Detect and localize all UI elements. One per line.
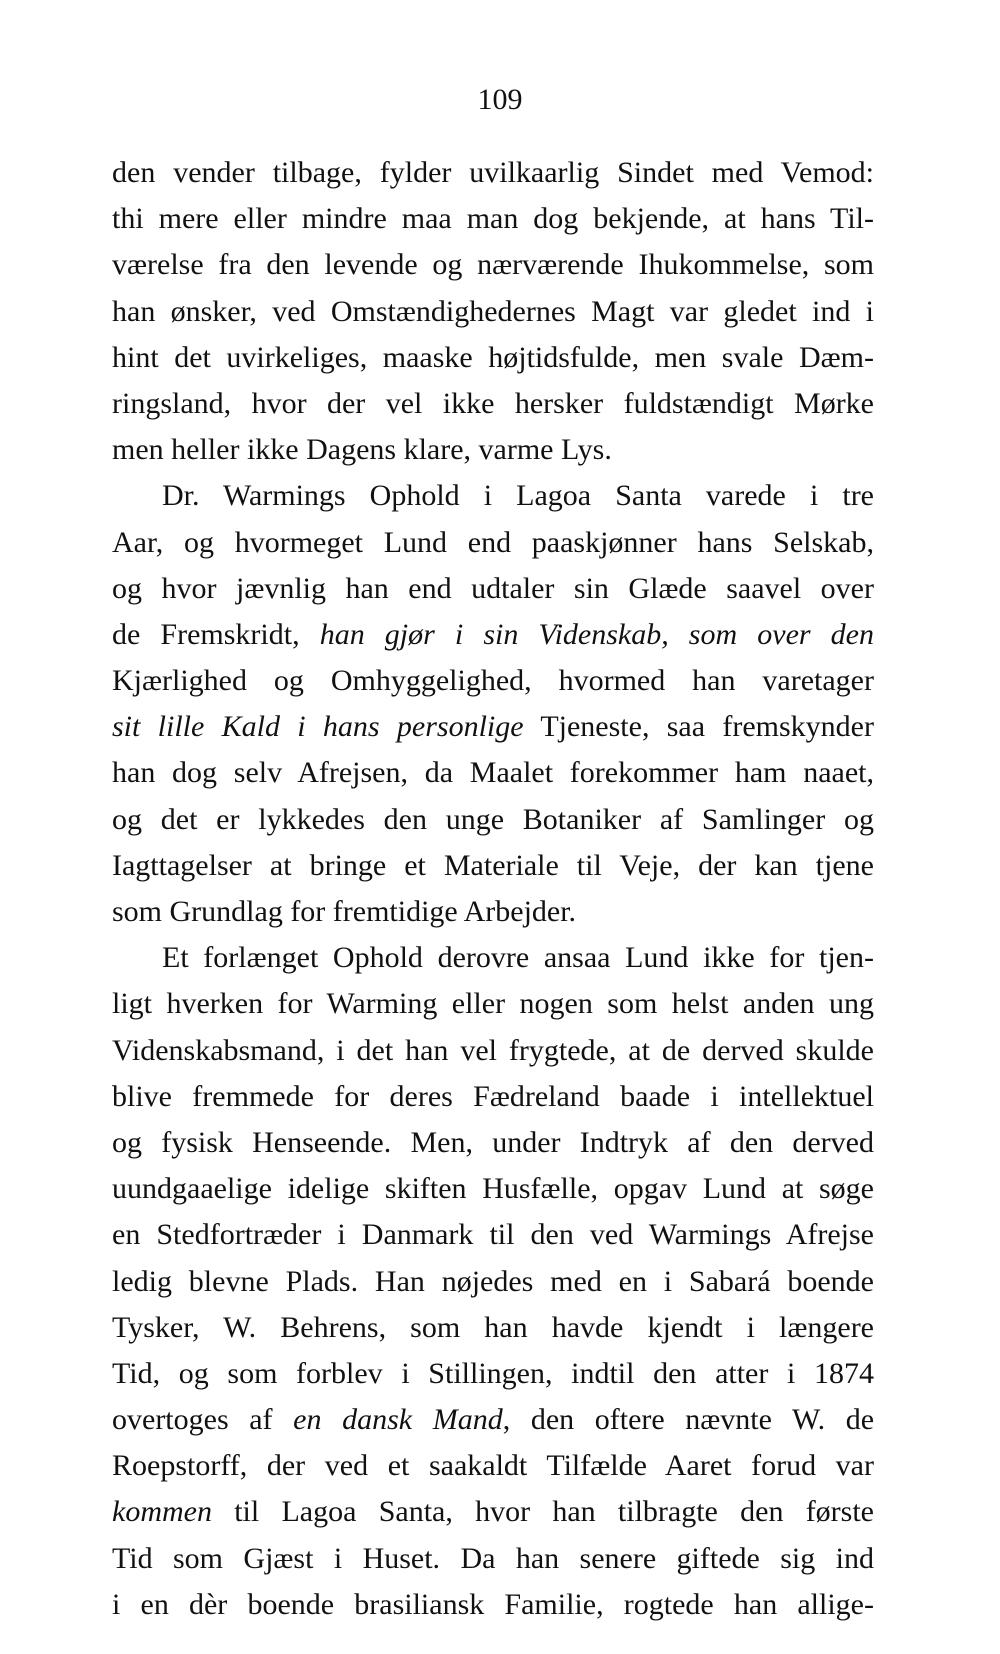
- text-line: [112, 612, 874, 658]
- text-line: og det er lykkedes den unge Botaniker af Samlinger og: [112, 802, 874, 836]
- text-line: Videnskabsmand, i det han vel frygtede, at de derved skulde: [112, 1033, 874, 1067]
- body-text: [112, 150, 874, 1628]
- line-segment: , den oftere nævnte W. de: [502, 1403, 874, 1437]
- text-line: som Grundlag for fremtidige Arbejder.: [112, 895, 577, 928]
- text-line: Iagttagelser at bringe et Materiale til Veje, der kan tjene: [112, 848, 874, 882]
- text-line: [112, 704, 874, 750]
- text-line: men heller ikke Dagens klare, varme Lys.: [112, 433, 612, 467]
- italic-segment: kommen: [112, 1495, 212, 1529]
- line-segment: overtoges af: [112, 1403, 294, 1437]
- text-line: [112, 1489, 874, 1535]
- text-line: og fysisk Henseende. Men, under Indtryk af den derved: [112, 1125, 874, 1159]
- text-line: Kjærlighed og Omhyggelighed, hvormed han varetager: [112, 664, 874, 698]
- text-line: den vender tilbage, fylder uvilkaarlig Sindet med Vemod:: [112, 156, 874, 189]
- italic-segment: han gjør i sin Videnskab, som over den: [319, 617, 874, 651]
- text-line: han ønsker, ved Omstændighedernes Magt var gledet ind i: [112, 294, 874, 328]
- italic-segment: sit lille Kald i hans personlige: [112, 710, 524, 744]
- text-line: han dog selv Afrejsen, da Maalet forekommer ham naaet,: [112, 756, 874, 790]
- text-line: i en dèr boende brasiliansk Familie, rogtede han allige-: [112, 1587, 874, 1621]
- text-line: ringsland, hvor der vel ikke hersker fuldstændigt Mørke: [112, 386, 874, 420]
- text-line: [112, 1397, 874, 1443]
- text-line: Et forlænget Ophold derovre ansaa Lund ikke for tjen-: [162, 941, 874, 975]
- text-line: thi mere eller mindre maa man dog bekjende, at hans Til-: [112, 202, 874, 236]
- text-line: hint det uvirkeliges, maaske højtidsfulde, men svale Dæm-: [112, 340, 874, 374]
- text-line: Dr. Warmings Ophold i Lagoa Santa varede i tre: [162, 479, 874, 513]
- page-number: 109: [477, 83, 523, 116]
- text-line: Tid, og som forblev i Stillingen, indtil den atter i 1874: [112, 1356, 874, 1390]
- line-segment: til Lagoa Santa, hvor han tilbragte den første: [211, 1495, 874, 1529]
- text-line: uundgaaelige idelige skiften Husfælle, opgav Lund at søge: [112, 1172, 874, 1206]
- text-line: ligt hverken for Warming eller nogen som helst anden ung: [112, 987, 874, 1021]
- text-line: Roepstorff, der ved et saakaldt Tilfælde Aaret forud var: [112, 1449, 874, 1483]
- line-segment: de Fremskridt,: [112, 617, 320, 651]
- text-line: ledig blevne Plads. Han nøjedes med en i Sabará boende: [112, 1264, 874, 1298]
- text-line: Aar, og hvormeget Lund end paaskjønner hans Selskab,: [112, 525, 874, 559]
- italic-segment: en dansk Mand: [293, 1403, 503, 1437]
- text-line: og hvor jævnlig han end udtaler sin Glæde saavel over: [112, 571, 874, 605]
- text-line: Tysker, W. Behrens, som han havde kjendt i længere: [112, 1310, 874, 1344]
- text-line: en Stedfortræder i Danmark til den ved Warmings Afrejse: [112, 1218, 874, 1252]
- text-line: blive fremmede for deres Fædreland baade i intellektuel: [112, 1079, 874, 1113]
- line-segment: Tjeneste, saa fremskynder: [523, 710, 874, 744]
- text-line: værelse fra den levende og nærværende Ihukommelse, som: [112, 248, 874, 282]
- text-line: Tid som Gjæst i Huset. Da han senere giftede sig ind: [112, 1541, 874, 1575]
